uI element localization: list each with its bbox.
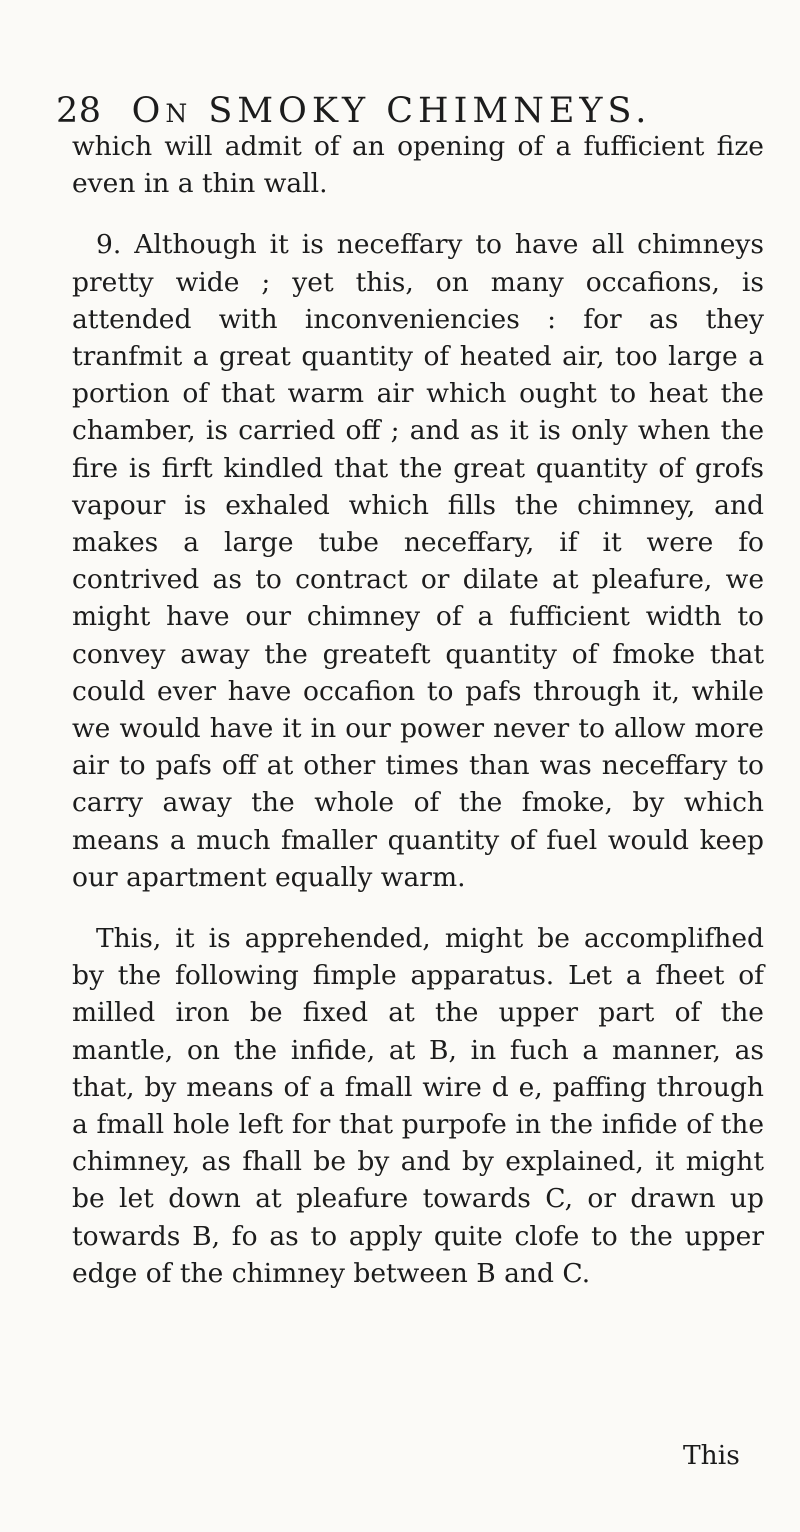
catchword: This [683,1440,740,1471]
running-title: On SMOKY CHIMNEYS. [131,91,652,131]
paragraph-gap [72,202,764,226]
paragraph-continuation: which will admit of an opening of a fufficient fize even in a thin wall. [72,131,764,200]
paragraph-gap [72,896,764,920]
page-number: 28 [56,91,102,131]
paragraph-apparatus: This, it is apprehended, might be accomplifhed by the following fimple apparatus. Let a fheet of milled iron be fixed at the upper part of the mantle, on the infide, at B, in fuch a manner, as that, by means of a fmall wire d e, paffing through a fmall hole left for that purpofe in the infide of the chimney, as fhall be by and by explained, it might be let down at pleafure towards C, or drawn up towards B, fo as to apply quite clofe to the upper edge of the chimney between B and C. [72,923,764,1289]
paragraph-9: 9. Although it is neceffary to have all chimneys pretty wide ; yet this, on many occafions, is attended with inconveniencies : for as they tranfmit a great quantity of heated air, too large a portion of that warm air which ought to heat the chamber, is carried off ; and as it is only when the fire is firft kindled that the great quantity of grofs vapour is exhaled which fills the chimney, and makes a large tube neceffary, if it were fo contrived as to contract or dilate at pleafure, we might have our chimney of a fufficient width to convey away the greateft quantity of fmoke that could ever have occafion to pafs through it, while we would have it in our power never to allow more air to pafs off at other times than was neceffary to carry away the whole of the fmoke, by which means a much fmaller quantity of fuel would keep our apartment equally warm. [72,229,764,893]
body-text [72,128,764,1292]
